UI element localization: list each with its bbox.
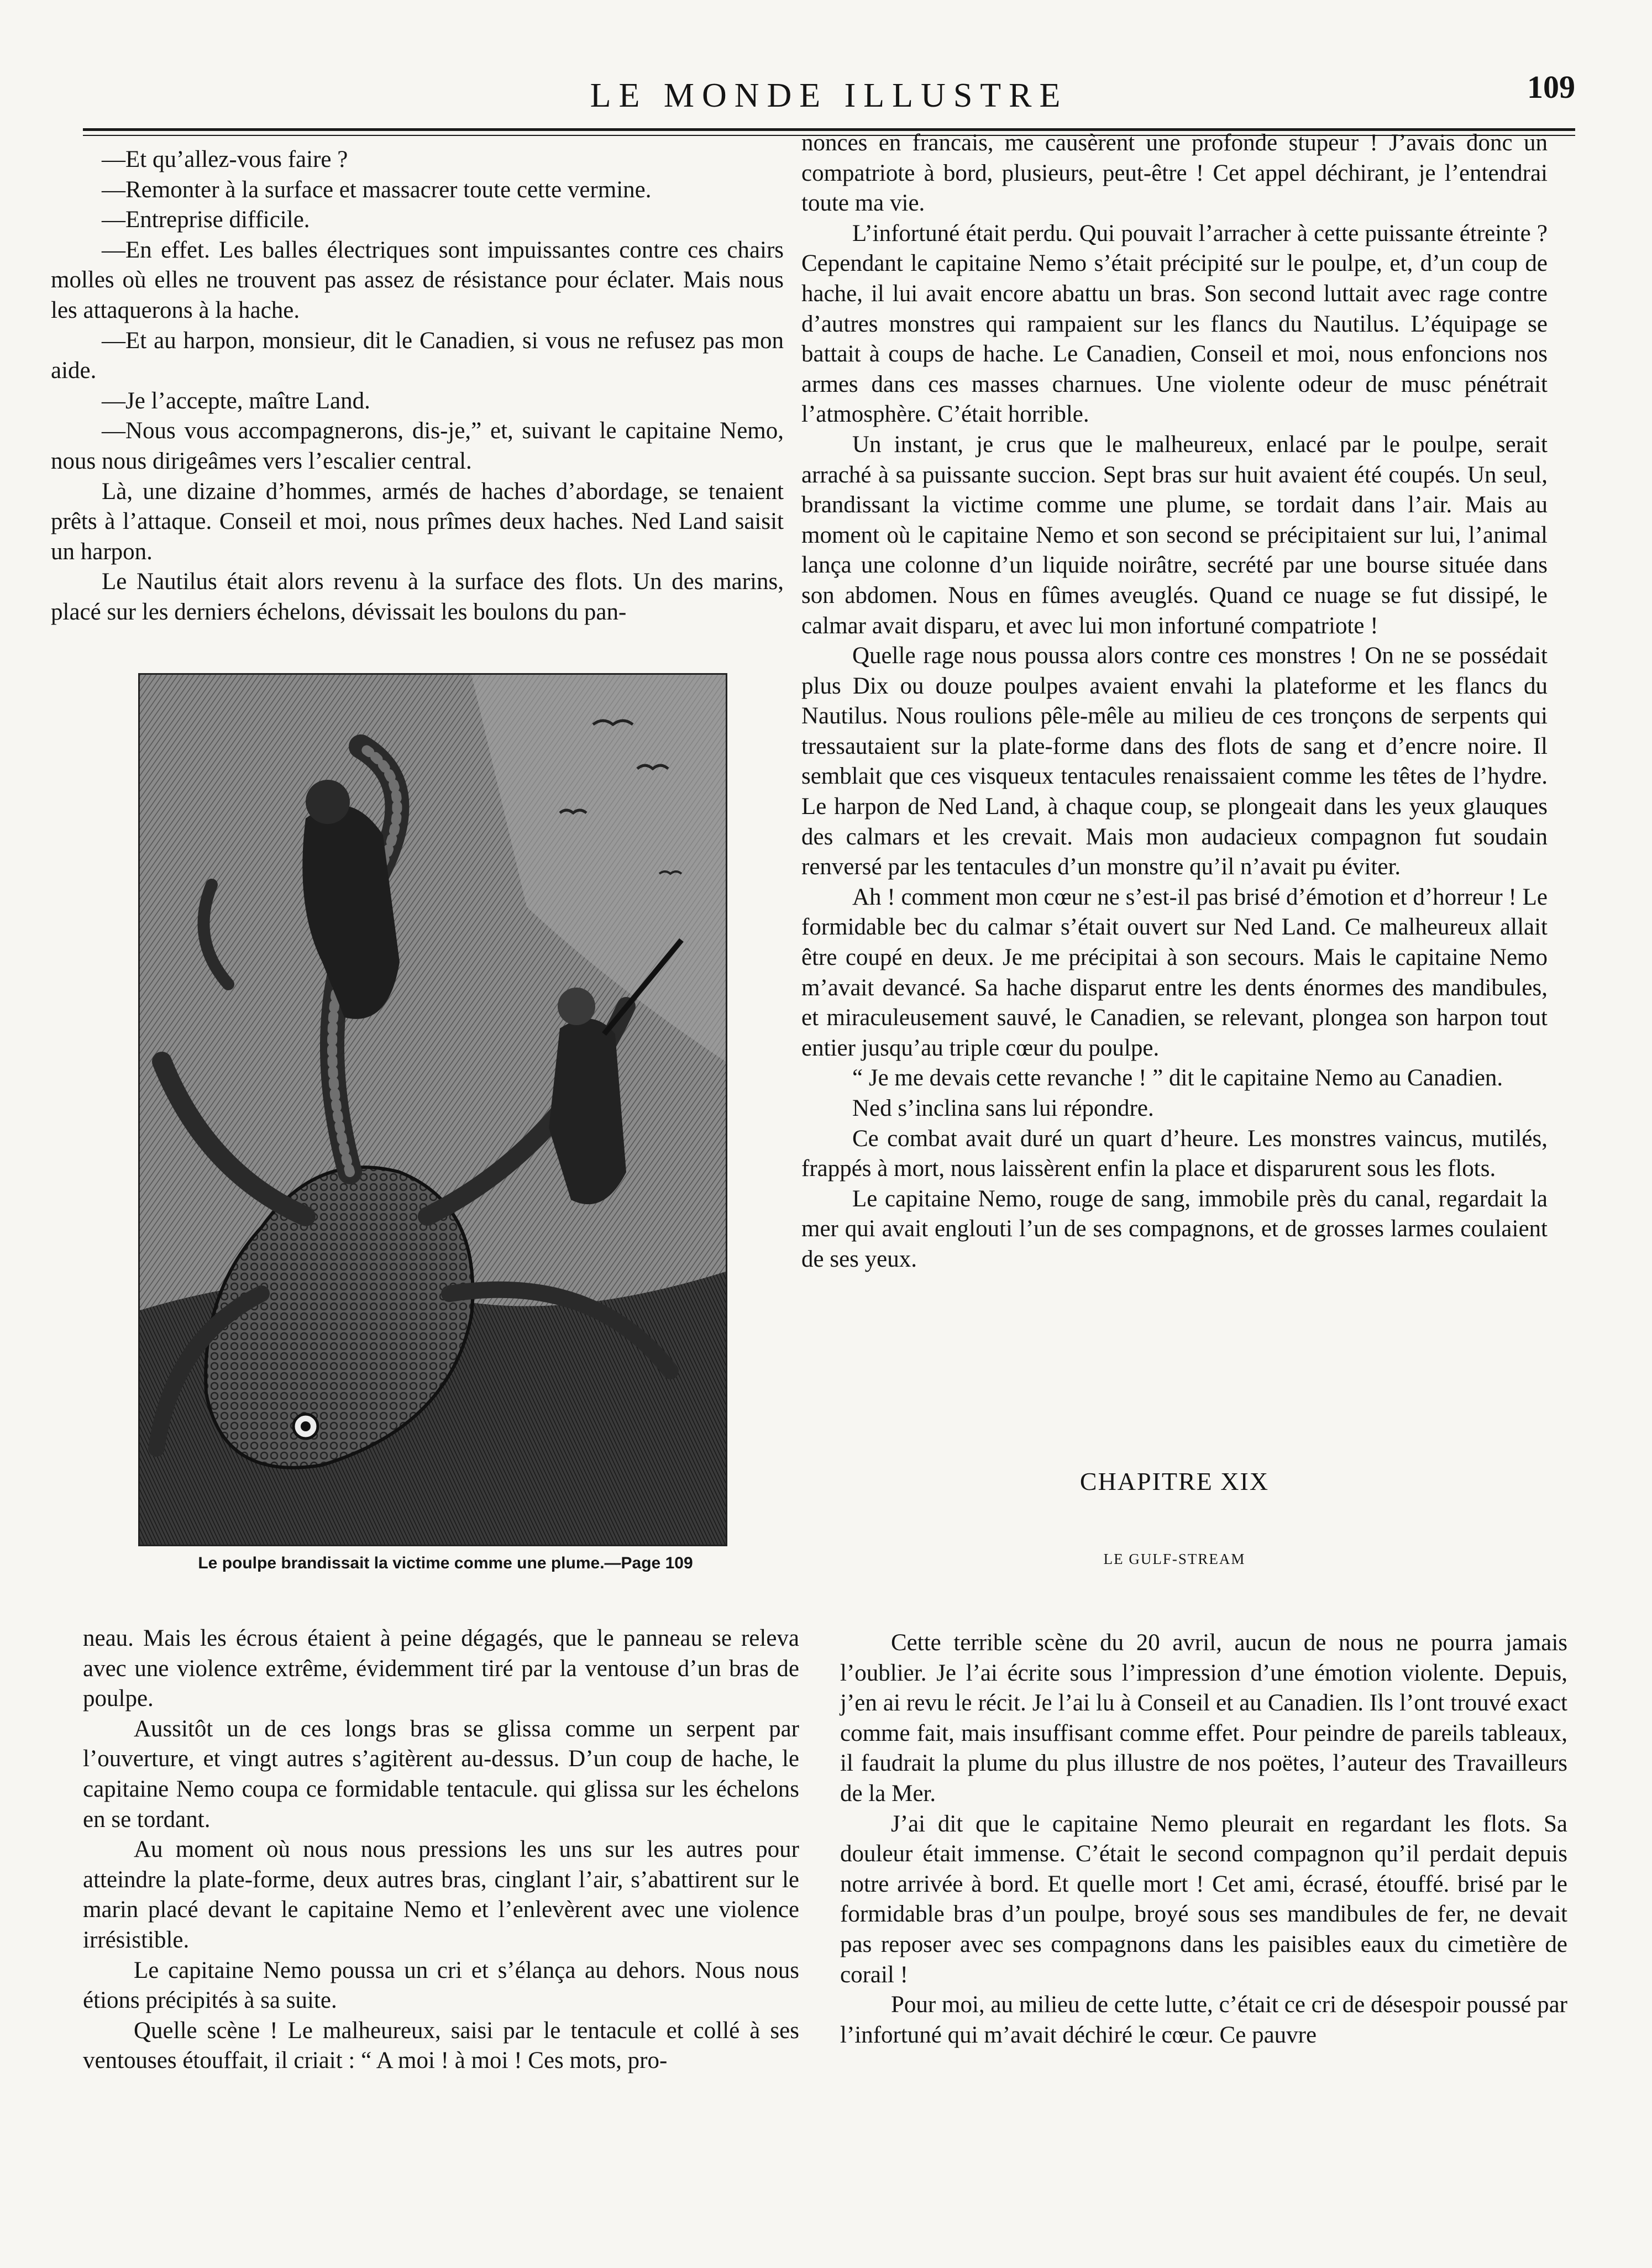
paragraph: —Nous vous accompagnerons, dis-je,” et, suivant le capitaine Nemo, nous nous dirigeâmes vers l’escalier central. [51, 418, 784, 474]
paragraph: Cette terrible scène du 20 avril, aucun de nous ne pourra jamais l’oublier. Je l’ai écrite sous l’impression d’une émotion violente. Depuis, j’en ai revu le récit. Je l’ai lu à Conseil et au Canadien. Ils l’ont trouvé exact comme fait, mais insuffisant comme effet. Pour peindre de pareils tableaux, il faudrait la plume du plus illustre de nos poëtes, l’auteur des Travailleurs de la Mer. [840, 1630, 1567, 1807]
paragraph: Quelle rage nous poussa alors contre ces monstres ! On ne se possédait plus Dix ou douze poulpes avaient envahi la plateforme et les flancs du Nautilus. Nous roulions pêle-mêle au milieu de ces tronçons de serpents qui tressautaient sur la plate-forme dans des flots de sang et d’encre noire. Il semblait que ces visqueux tentacules renaissaient comme les têtes de l’hydre. Le harpon de Ned Land, à chaque coup, se plongeait dans les yeux glauques des calmars et les crevait. Mais mon audacieux compagnon fut soudain renversé par les tentacules d’un monstre qu’il n’avait pu éviter. [801, 643, 1548, 880]
paragraph: —Et qu’allez-vous faire ? [102, 146, 348, 172]
paragraph: Au moment où nous nous pressions les uns sur les autres pour atteindre la plate-forme, deux autres bras, cinglant l’air, s’abattirent sur le marin placé devant le capitaine Nemo et l’enlevèrent avec une violence irrésistible. [83, 1836, 799, 1953]
paragraph: —Je l’accepte, maître Land. [102, 387, 370, 414]
paragraph: Quelle scène ! Le malheureux, saisi par le tentacule et collé à ses ventouses étouffait, il criait : “ A moi ! à moi ! Ces mots, pro- [83, 2017, 799, 2074]
paragraph: Ah ! comment mon cœur ne s’est-il pas brisé d’émotion et d’horreur ! Le formidable bec du calmar s’était ouvert sur Ned Land. Ce malheureux allait être coupé en deux. Je me précipitai à son secours. Mais le capitaine Nemo m’avait devancé. Sa hache disparut entre les dents énormes des mandibules, et miraculeusement sauvé, le Canadien, se relevant, plongea son harpon tout entier jusqu’au triple cœur du poulpe. [801, 884, 1548, 1061]
paragraph: neau. Mais les écrous étaient à peine dégagés, que le panneau se releva avec une violence extrême, évidemment tiré par la ventouse d’un bras de poulpe. [83, 1625, 799, 1712]
left-column-bottom [83, 1624, 799, 2076]
paragraph: —Remonter à la surface et massacrer toute cette vermine. [102, 176, 652, 203]
paragraph: Ce combat avait duré un quart d’heure. Les monstres vaincus, mutilés, frappés à mort, nous laissèrent enfin la place et disparurent sous les flots. [801, 1125, 1548, 1182]
paragraph: —Entreprise difficile. [102, 207, 310, 233]
masthead [83, 69, 1575, 126]
page-number: 109 [1527, 69, 1575, 105]
engraving-illustration [138, 673, 727, 1546]
right-column [801, 128, 1548, 1275]
chapter-subtitle: LE GULF-STREAM [1103, 1551, 1246, 1567]
illustration-caption: Le poulpe brandissait la victime comme une plume.—Page 109 [198, 1554, 693, 1572]
paragraph: “ Je me devais cette revanche ! ” dit le capitaine Nemo au Canadien. [852, 1065, 1503, 1091]
octopus-attack-engraving [140, 675, 726, 1545]
paragraph: Ned s’inclina sans lui répondre. [852, 1095, 1154, 1121]
publication-title: LE MONDE ILLUSTRE [590, 77, 1068, 114]
chapter-title: CHAPITRE XIX [1079, 1467, 1270, 1495]
paragraph: —En effet. Les balles électriques sont impuissantes contre ces chairs molles où elles ne trouvent pas assez de résistance pour éclater. Mais nous les attaquerons à la hache. [51, 237, 784, 323]
left-column-top [51, 145, 784, 628]
paragraph: Aussitôt un de ces longs bras se glissa comme un serpent par l’ouverture, et vingt autres s’agitèrent au-dessus. D’un coup de hache, le capitaine Nemo coupa ce formidable tentacule. qui glissa sur les échelons en se tordant. [83, 1715, 799, 1833]
paragraph: Pour moi, au milieu de cette lutte, c’était ce cri de désespoir poussé par l’infortuné qui m’avait déchiré le cœur. Ce pauvre [840, 1992, 1567, 2048]
paragraph: Le capitaine Nemo, rouge de sang, immobile près du canal, regardait la mer qui avait englouti l’un de ses compagnons, et de grosses larmes coulaient de ses yeux. [801, 1185, 1548, 1272]
paragraph: L’infortuné était perdu. Qui pouvait l’arracher à cette puissante étreinte ? Cependant le capitaine Nemo s’était précipité sur le poulpe, et, d’un coup de hache, il lui avait encore abattu un bras. Son second luttait avec rage contre d’autres monstres qui rampaient sur les flancs du Nautilus. L’équipage se battait à coups de hache. Le Canadien, Conseil et moi, nous enfoncions nos armes dans ces masses charnues. Une violente odeur de musc pénétrait l’atmosphère. C’était horrible. [801, 220, 1548, 428]
paragraph: J’ai dit que le capitaine Nemo pleurait en regardant les flots. Sa douleur était immense. C’était le second compagnon qu’il perdait depuis notre arrivée à bord. Et quelle mort ! Cet ami, écrasé, étouffé. brisé par le formidable bras d’un poulpe, broyé sous ses mandibules de fer, ne devait pas reposer avec ses compagnons dans les paisibles eaux du cimetière de corail ! [840, 1810, 1567, 1988]
paragraph: Là, une dizaine d’hommes, armés de haches d’abordage, se tenaient prêts à l’attaque. Conseil et moi, nous prîmes deux haches. Ned Land saisit un harpon. [51, 478, 784, 565]
right-column-bottom [840, 1628, 1567, 2050]
paragraph: Le Nautilus était alors revenu à la surface des flots. Un des marins, placé sur les derniers échelons, dévissait les boulons du pan- [51, 569, 784, 625]
paragraph: Le capitaine Nemo poussa un cri et s’élança au dehors. Nous nous étions précipités à sa suite. [83, 1957, 799, 2014]
paragraph: nonces en francais, me causèrent une profonde stupeur ! J’avais donc un compatriote à bord, plusieurs, peut-être ! Cet appel déchirant, je l’entendrai toute ma vie. [801, 130, 1548, 217]
paragraph: —Et au harpon, monsieur, dit le Canadien, si vous ne refusez pas mon aide. [51, 327, 784, 384]
paragraph: Un instant, je crus que le malheureux, enlacé par le poulpe, serait arraché à sa puissante succion. Sept bras sur huit avaient été coupés. Un seul, brandissant la victime comme une plume, se tordait dans l’air. Mais au moment où le capitaine Nemo et son second se précipitaient sur lui, l’animal lança une colonne d’un liquide noirâtre, secrété par une bourse située dans son abdomen. Nous en fûmes aveuglés. Quand ce nuage se fut dissipé, le calmar avait disparu, et avec lui mon infortuné compatriote ! [801, 431, 1548, 639]
